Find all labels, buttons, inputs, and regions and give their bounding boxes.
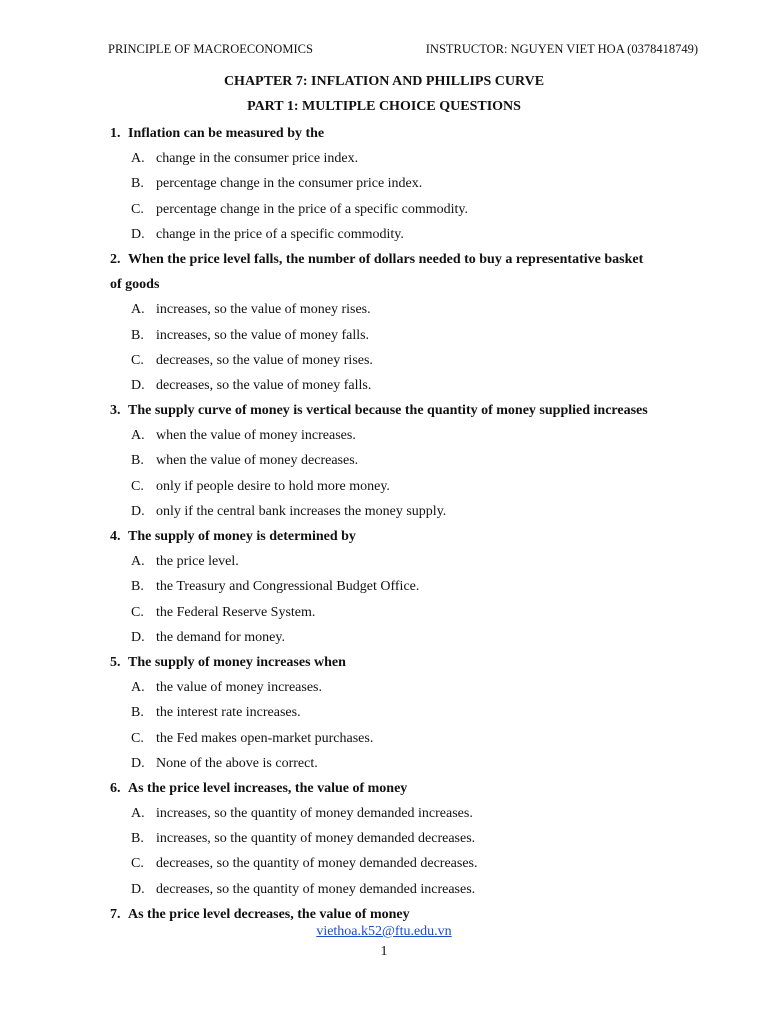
- option-1a: A. change in the consumer price index.: [131, 151, 359, 167]
- option-4c: C. the Federal Reserve System.: [131, 604, 316, 620]
- option-4d: D. the demand for money.: [131, 629, 285, 645]
- question-number: 4.: [110, 529, 121, 544]
- question-text: Inflation can be measured by the: [128, 126, 325, 141]
- option-6a: A. increases, so the quantity of money demanded increases.: [131, 806, 473, 822]
- question-5: [110, 653, 700, 678]
- question-number: 3.: [110, 403, 121, 419]
- question-number: 5.: [110, 654, 121, 670]
- option-2c: C. decreases, so the value of money rises.: [131, 352, 373, 368]
- option-4b: B. the Treasury and Congressional Budget Office.: [131, 579, 420, 595]
- question-text: As the price level decreases, the value of money: [128, 906, 410, 922]
- question-2-continued: of goods: [110, 277, 160, 293]
- option-3c: C. only if people desire to hold more money.: [131, 478, 390, 494]
- question-2: [110, 250, 700, 275]
- question-number: 2.: [110, 251, 121, 267]
- option-5b: B. the interest rate increases.: [131, 705, 301, 721]
- option-2b: B. increases, so the value of money falls.: [131, 327, 370, 343]
- question-4: [110, 527, 700, 552]
- question-text: As the price level increases, the value of money: [128, 780, 408, 796]
- question-3: [110, 401, 700, 426]
- part-title: PART 1: MULTIPLE CHOICE QUESTIONS: [247, 99, 521, 114]
- question-6: [110, 779, 700, 804]
- option-2d: D. decreases, so the value of money falls.: [131, 377, 372, 393]
- option-3b: B. when the value of money decreases.: [131, 453, 359, 469]
- question-1: [110, 124, 700, 149]
- question-text: When the price level falls, the number of dollars needed to buy a representative basket: [128, 251, 644, 267]
- page-header: [108, 42, 698, 58]
- question-text: The supply of money is determined by: [128, 529, 356, 544]
- option-3d: D. only if the central bank increases the money supply.: [131, 503, 447, 519]
- option-1c: C. percentage change in the price of a specific commodity.: [131, 201, 469, 217]
- option-5d: D. None of the above is correct.: [131, 755, 318, 771]
- question-text: The supply curve of money is vertical because the quantity of money supplied increases: [128, 403, 648, 419]
- option-3a: A. when the value of money increases.: [131, 428, 356, 444]
- option-5a: A. the value of money increases.: [131, 680, 322, 696]
- chapter-title: CHAPTER 7: INFLATION AND PHILLIPS CURVE: [223, 74, 545, 89]
- option-4a: A. the price level.: [131, 554, 239, 570]
- instructor-info: INSTRUCTOR: NGUYEN VIET HOA (0378418749): [425, 42, 698, 56]
- option-6b: B. increases, so the quantity of money demanded decreases.: [131, 831, 476, 847]
- option-1d: D. change in the price of a specific commodity.: [131, 226, 404, 242]
- option-1b: B. percentage change in the consumer price index.: [131, 176, 423, 192]
- question-number: 1.: [110, 126, 121, 141]
- instructor-email-link[interactable]: viethoa.k52@ftu.edu.vn: [316, 924, 452, 939]
- option-5c: C. the Fed makes open-market purchases.: [131, 730, 374, 746]
- question-text: The supply of money increases when: [128, 654, 346, 670]
- question-list: [110, 124, 700, 930]
- course-name: PRINCIPLE OF MACROECONOMICS: [108, 42, 313, 56]
- question-number: 7.: [110, 906, 121, 922]
- option-6d: D. decreases, so the quantity of money demanded increases.: [131, 881, 476, 897]
- question-number: 6.: [110, 780, 121, 796]
- option-2a: A. increases, so the value of money rises.: [131, 302, 371, 318]
- option-6c: C. decreases, so the quantity of money demanded decreases.: [131, 856, 478, 872]
- page-number: 1: [380, 944, 388, 959]
